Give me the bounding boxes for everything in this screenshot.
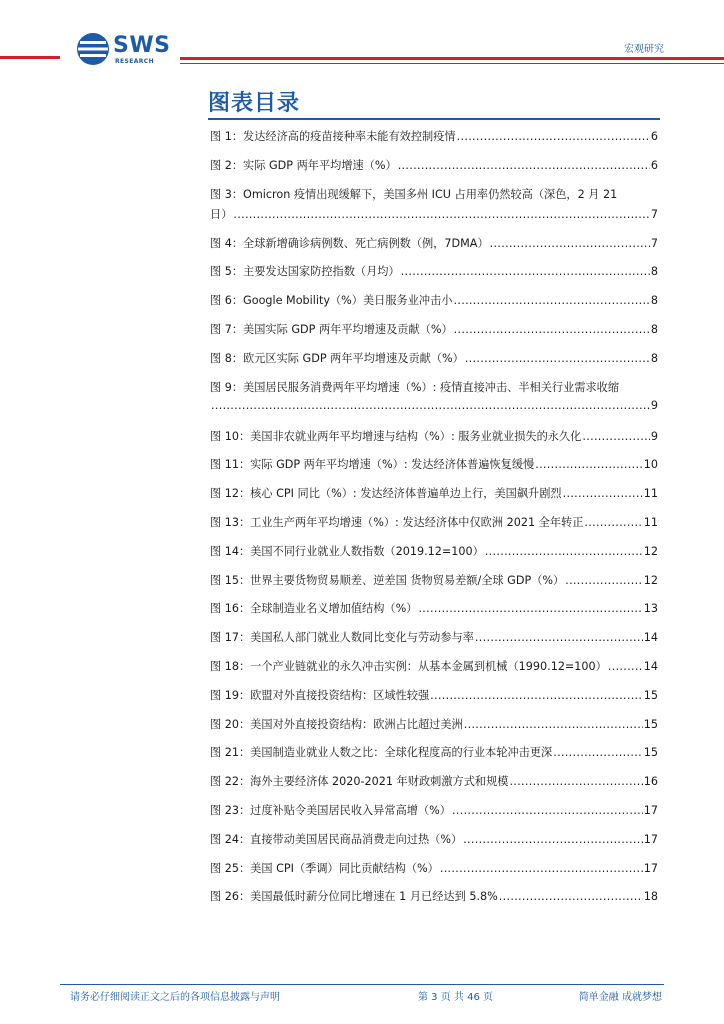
toc-item[interactable]: 图 6：Google Mobility（%）美日服务业冲击小 ..... 8 (210, 292, 658, 321)
footer-rule (60, 984, 664, 985)
toc-item[interactable]: 图 25：美国 CPI（季调）同比贡献结构（%） ..... 17 (210, 860, 658, 889)
toc-item[interactable]: 图 12：核心 CPI 同比（%）: 发达经济体普遍单边上行，美国飙升剧烈 ..... 11 (210, 485, 658, 514)
toc-item[interactable]: 图 9：美国居民服务消费两年平均增速（%）: 疫情直接冲击、半相关行业需求收缩 ..... 9 (210, 379, 658, 428)
toc-item[interactable]: 图 17：美国私人部门就业人数同比变化与劳动参与率 ..... 14 (210, 629, 658, 658)
toc-item[interactable]: 图 21：美国制造业就业人数之比：全球化程度高的行业本轮冲击更深 ..... 15 (210, 744, 658, 773)
toc-item[interactable]: 图 4：全球新增确诊病例数、死亡病例数（例，7DMA） ..... 7 (210, 235, 658, 264)
toc-item[interactable]: 图 18：一个产业链就业的永久冲击实例：从基本金属到机械（1990.12=100） ..... 14 (210, 658, 658, 687)
sws-logo (76, 32, 176, 68)
header-rule (180, 57, 724, 60)
toc-item[interactable]: 图 10：美国非农就业两年平均增速与结构（%）: 服务业就业损失的永久化 ..... 9 (210, 428, 658, 457)
toc-item[interactable]: 图 8：欧元区实际 GDP 两年平均增速及贡献（%） ..... 8 (210, 350, 658, 379)
toc-item[interactable]: 图 16：全球制造业名义增加值结构（%） ..... 13 (210, 600, 658, 629)
toc-item[interactable]: 图 13：工业生产两年平均增速（%）: 发达经济体中仅欧洲 2021 全年转正 ..... 11 (210, 514, 658, 543)
logo-subtext: RESEARCH (115, 58, 155, 65)
footer-slogan: 简单金融 成就梦想 (578, 992, 662, 1003)
toc-item[interactable]: 图 2：实际 GDP 两年平均增速（%） ..... 6 (210, 157, 658, 186)
toc-item[interactable]: 图 19：欧盟对外直接投资结构：区域性较强 ..... 15 (210, 687, 658, 716)
toc-item[interactable]: 图 23：过度补贴令美国居民收入异常高增（%） ..... 17 (210, 802, 658, 831)
sws-logo-icon (76, 32, 110, 66)
toc-item[interactable]: 图 1：发达经济高的疫苗接种率未能有效控制疫情 ..... 6 (210, 128, 658, 157)
toc-item[interactable]: 图 24：直接带动美国居民商品消费走向过热（%） ..... 17 (210, 831, 658, 860)
header-rule-thin (180, 63, 724, 64)
toc-item[interactable]: 图 22：海外主要经济体 2020-2021 年财政刺激方式和规模 ..... 16 (210, 773, 658, 802)
toc-item[interactable]: 图 11：实际 GDP 两年平均增速（%）: 发达经济体普遍恢复缓慢 ..... 10 (210, 456, 658, 485)
footer-page-info: 第 3 页 共 46 页 (418, 992, 493, 1003)
toc-item[interactable]: 图 5：主要发达国家防控指数（月均） ..... 8 (210, 263, 658, 292)
toc-item[interactable]: 图 14：美国不同行业就业人数指数（2019.12=100） ..... 12 (210, 543, 658, 572)
toc-title-rule (208, 118, 660, 120)
footer-disclaimer: 请务必仔细阅读正文之后的各项信息披露与声明 (70, 992, 280, 1003)
toc-item[interactable]: 图 3：Omicron 疫情出现缓解下，美国多州 ICU 占用率仍然较高（深色，2 月 21 日） ..... 7 (210, 186, 658, 235)
toc-title: 图表目录 (208, 91, 301, 116)
logo-text: SWS (113, 33, 171, 58)
toc-item[interactable]: 图 15：世界主要货物贸易顺差、逆差国 货物贸易差额/全球 GDP（%） ..... 12 (210, 572, 658, 601)
section-label: 宏观研究 (624, 44, 664, 55)
header-rule-left (0, 56, 60, 59)
toc-item[interactable]: 图 26：美国最低时薪分位同比增速在 1 月已经达到 5.8% ..... 18 (210, 888, 658, 917)
toc-item[interactable]: 图 7：美国实际 GDP 两年平均增速及贡献（%） ..... 8 (210, 321, 658, 350)
toc-list (210, 128, 658, 917)
toc-item[interactable]: 图 20：美国对外直接投资结构：欧洲占比超过美洲 ..... 15 (210, 716, 658, 745)
